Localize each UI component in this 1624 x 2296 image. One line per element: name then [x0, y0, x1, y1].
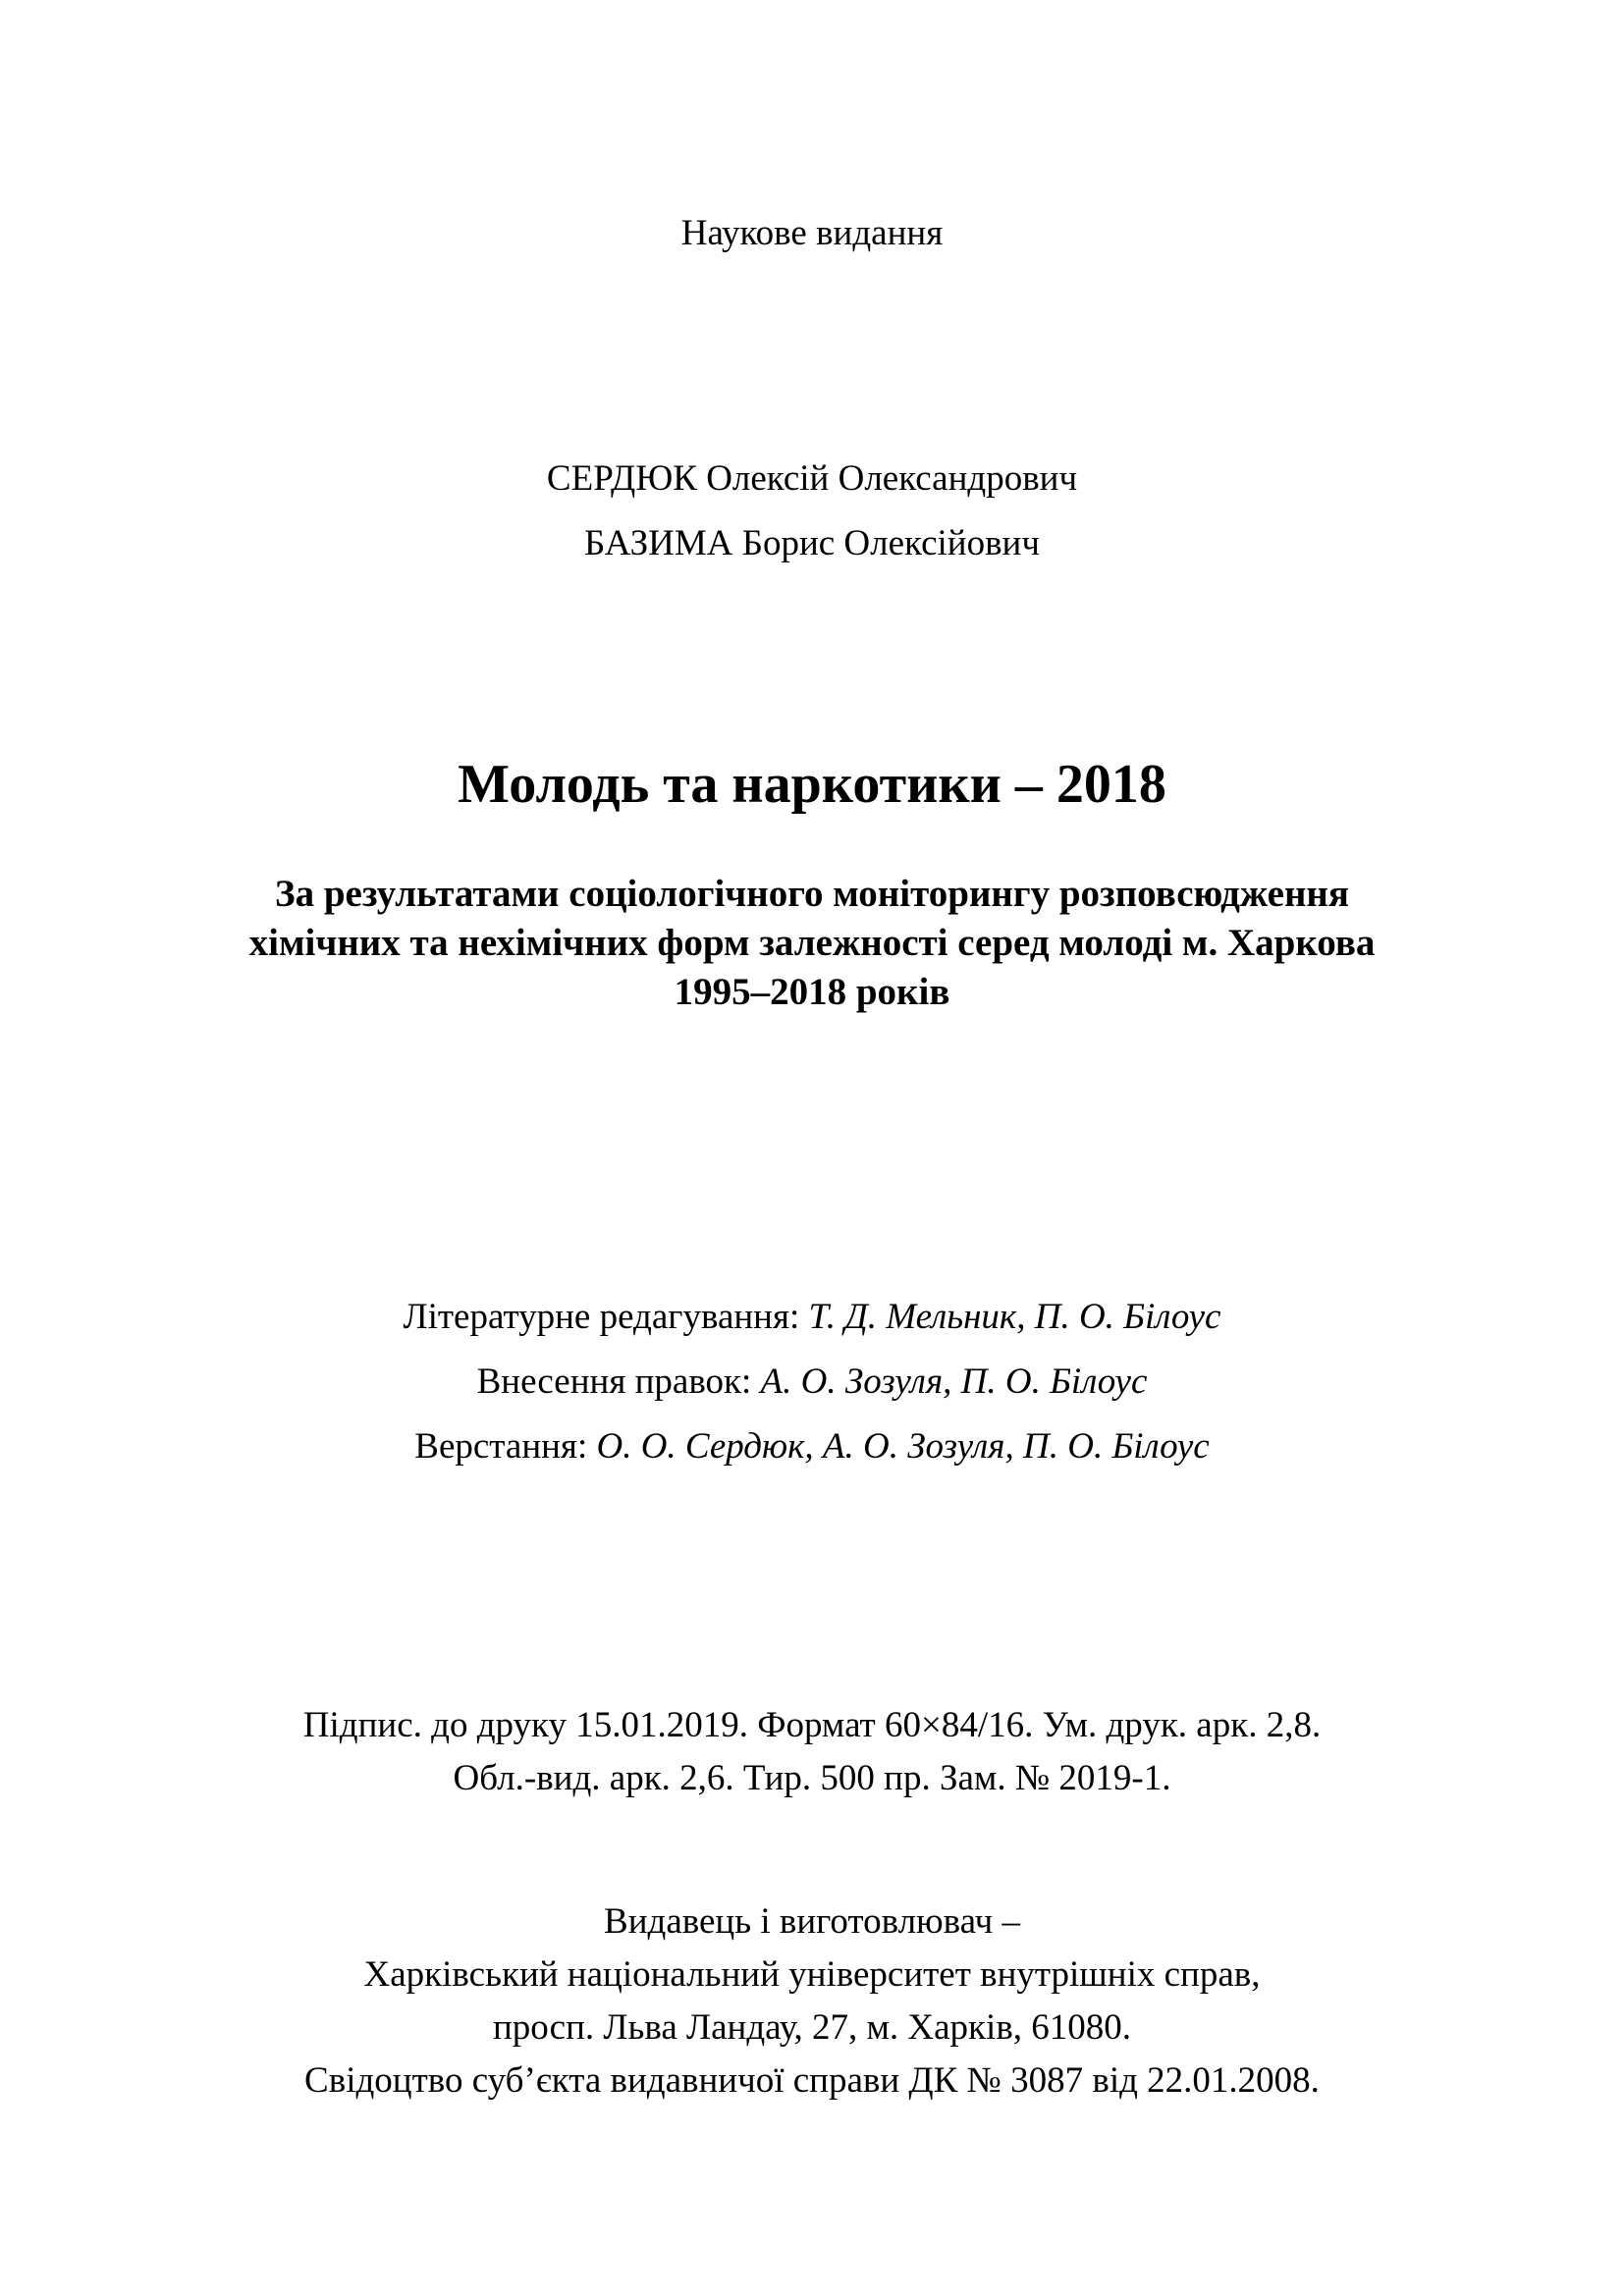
- imprint-line: Підпис. до друку 15.01.2019. Формат 60×84/16. Ум. друк. арк. 2,8.: [302, 1705, 1322, 1745]
- credit-literary-editing: [0, 1296, 1624, 1339]
- book-title: Молодь та наркотики – 2018: [458, 754, 1166, 815]
- book-subtitle-line: хімічних та нехімічних форм залежності серед молоді м. Харкова: [248, 922, 1376, 964]
- book-subtitle-line: За результатами соціологічного моніторингу розповсюдження: [275, 873, 1349, 915]
- publisher-line: Харківський національний університет внутрішніх справ,: [363, 1954, 1261, 1995]
- credit-names: А. О. Зозуля, П. О. Білоус: [760, 1362, 1148, 1402]
- imprint-line: Обл.-вид. арк. 2,6. Тир. 500 пр. Зам. № 2019-1.: [453, 1758, 1171, 1798]
- publication-type: Наукове видання: [680, 213, 944, 253]
- publisher-line: Свідоцтво суб’єкта видавничої справи ДК № 3087 від 22.01.2008.: [304, 2060, 1320, 2101]
- book-subtitle-line: 1995–2018 років: [674, 971, 950, 1013]
- credit-names: О. О. Сердюк, А. О. Зозуля, П. О. Білоус: [596, 1426, 1210, 1467]
- credit-role: Верстання:: [414, 1426, 597, 1467]
- credit-corrections: [0, 1361, 1624, 1404]
- credit-layout: [0, 1425, 1624, 1468]
- credit-names: Т. Д. Мельник, П. О. Білоус: [808, 1297, 1221, 1337]
- credit-role: Літературне редагування:: [403, 1297, 809, 1337]
- credit-role: Внесення правок:: [476, 1362, 761, 1402]
- author-name: СЕРДЮК Олексій Олександрович: [546, 458, 1078, 499]
- publisher-line: Видавець і виготовлювач –: [604, 1901, 1020, 1942]
- author-name: БАЗИМА Борис Олексійович: [584, 523, 1040, 563]
- publisher-line: просп. Льва Ландау, 27, м. Харків, 61080.: [492, 2007, 1132, 2048]
